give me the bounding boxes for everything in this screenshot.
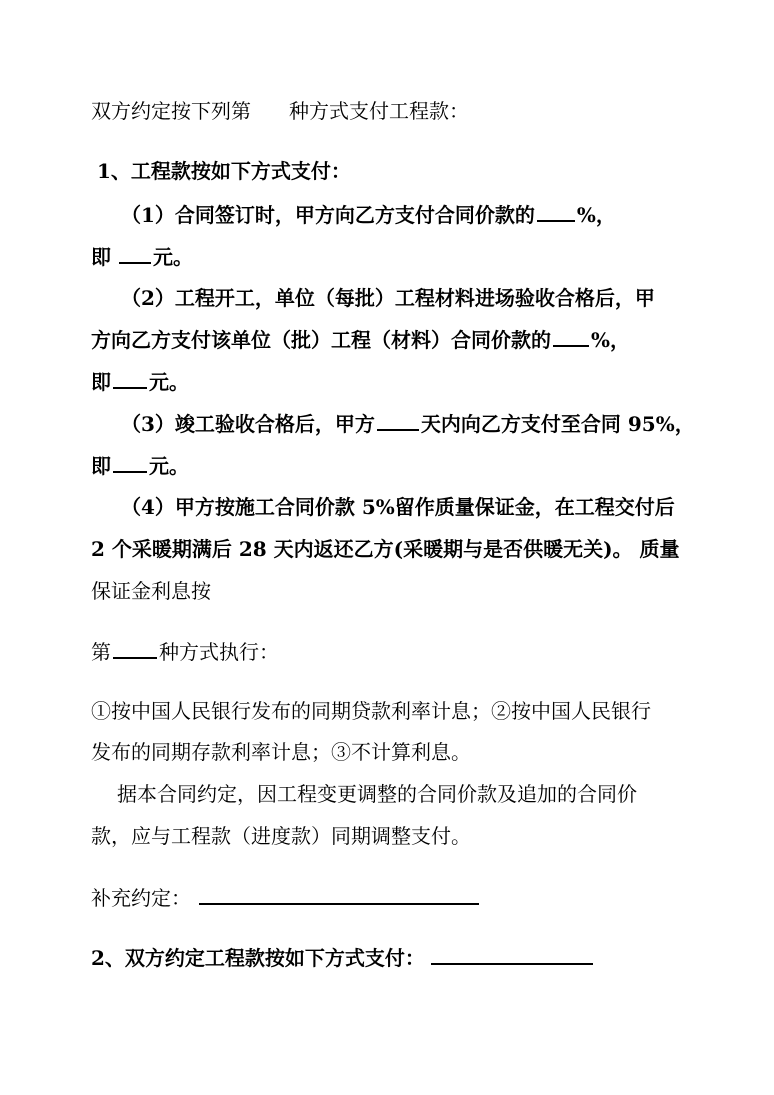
supplement-label: 补充约定： bbox=[91, 886, 191, 910]
item4-line1: （4）甲方按施工合同价款 5%留作质量保证金，在工程交付后 bbox=[121, 495, 675, 519]
item2-text-a: 方向乙方支付该单位（批）工程（材料）合同价款的 bbox=[91, 328, 551, 352]
item2-text-d: 元。 bbox=[149, 370, 189, 394]
item1-text-d: 元。 bbox=[153, 245, 193, 269]
supplement-line bbox=[91, 883, 481, 911]
item2-line3 bbox=[91, 367, 189, 395]
exec-text-b: 种方式执行： bbox=[159, 640, 279, 664]
section-2-label: 2、双方约定工程款按如下方式支付： bbox=[91, 946, 425, 970]
item2-amount-blank bbox=[113, 367, 147, 389]
item3-text-c: 即 bbox=[91, 454, 111, 478]
item3-amount-blank bbox=[113, 451, 147, 473]
section-2-line bbox=[91, 943, 595, 971]
adjust-line1: 据本合同约定，因工程变更调整的合同价款及追加的合同价 bbox=[117, 782, 637, 806]
item4-line3: 保证金利息按 bbox=[91, 579, 211, 603]
item2-text-c: 即 bbox=[91, 370, 111, 394]
item3-line1 bbox=[121, 409, 695, 437]
item2-line2 bbox=[91, 325, 630, 353]
item2-text-b: %， bbox=[591, 328, 631, 352]
item3-line2 bbox=[91, 451, 189, 479]
exec-line bbox=[91, 637, 279, 665]
item4-line2: 2 个采暖期满后 28 天内返还乙方(采暖期与是否供暖无关)。 质量 bbox=[91, 537, 680, 561]
exec-method-blank bbox=[113, 637, 157, 659]
section-2-blank bbox=[431, 943, 593, 965]
exec-text-a: 第 bbox=[91, 640, 111, 664]
item2-percent-blank bbox=[553, 325, 589, 347]
item1-line1 bbox=[121, 200, 616, 228]
options-line2: 发布的同期存款利率计息；③不计算利息。 bbox=[91, 740, 471, 764]
item3-text-d: 元。 bbox=[149, 454, 189, 478]
supplement-blank bbox=[199, 883, 479, 905]
item3-days-blank bbox=[377, 409, 419, 431]
item2-line1: （2）工程开工，单位（每批）工程材料进场验收合格后，甲 bbox=[121, 286, 655, 310]
options-line1: ①按中国人民银行发布的同期贷款利率计息；②按中国人民银行 bbox=[91, 699, 651, 723]
item1-text-b: %， bbox=[576, 203, 616, 227]
adjust-line2: 款，应与工程款（进度款）同期调整支付。 bbox=[91, 824, 471, 848]
item1-percent-blank bbox=[537, 200, 575, 222]
item1-amount-blank bbox=[119, 242, 151, 264]
intro-text-b: 种方式支付工程款： bbox=[289, 99, 469, 123]
intro-line bbox=[91, 97, 469, 125]
item1-text-a: （1）合同签订时，甲方向乙方支付合同价款的 bbox=[121, 203, 535, 227]
item1-line2 bbox=[91, 242, 193, 270]
section-1-heading: 1、工程款按如下方式支付： bbox=[97, 159, 351, 183]
item3-text-b: 天内向乙方支付至合同 95%， bbox=[420, 412, 695, 436]
item1-text-c: 即 bbox=[91, 245, 111, 269]
intro-text-a: 双方约定按下列第 bbox=[91, 99, 251, 123]
item3-text-a: （3）竣工验收合格后，甲方 bbox=[121, 412, 375, 436]
